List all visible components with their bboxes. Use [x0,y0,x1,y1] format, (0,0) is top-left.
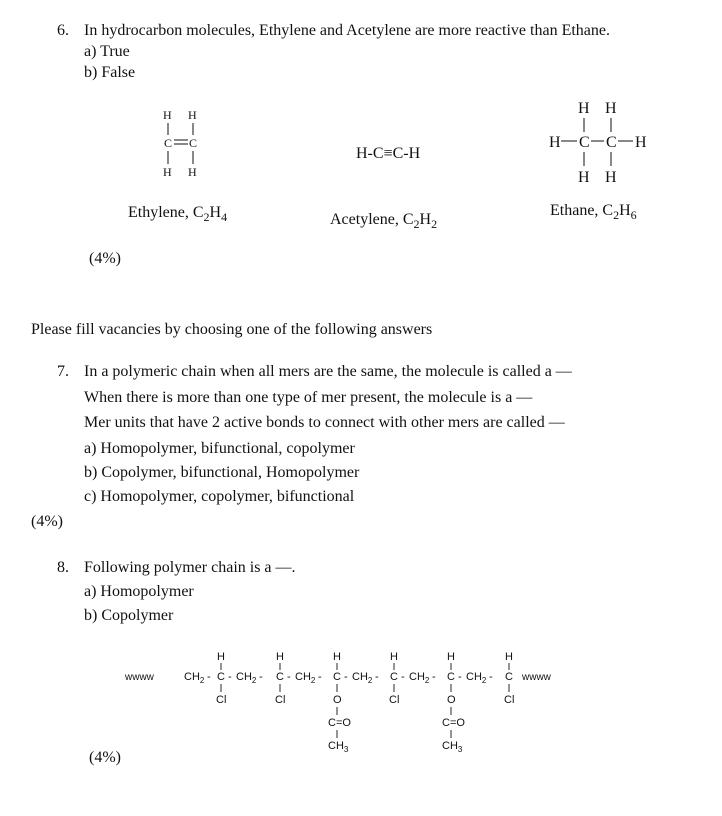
ethane-atom-h: H [635,134,647,151]
q6-marks: (4%) [89,250,121,267]
chlorine-atom: Cl [275,694,286,706]
acetylene-label: Acetylene, $C_2H_2$ [330,211,438,231]
carbon-atom: C [447,671,455,683]
ethane-atom-h: H [549,134,561,151]
q6-option-a[interactable]: a) True [84,43,130,60]
ethylene-atom-c: C [189,136,198,150]
ethane-atom-c: C [579,134,590,151]
carbon-atom: C [217,671,225,683]
methyl-group: $CH_3$ [328,740,349,754]
q7-option-a[interactable]: a) Homopolymer, bifunctional, copolymer [84,440,355,457]
ethylene-atom-h: H [163,165,172,179]
ethane-label: Ethane, $C_2H_6$ [550,202,637,222]
oxygen-atom: O [333,694,342,706]
bond-dash: - [318,671,322,683]
carbon-atom: C [333,671,341,683]
carbon-atom: C [390,671,398,683]
ch2-group: $CH_2$ [236,671,257,685]
hydrogen-atom: H [333,651,341,663]
bond-dash: - [207,671,211,683]
q7-line-1: In a polymeric chain when all mers are the same, the molecule is called a — [84,363,572,380]
q6-option-b[interactable]: b) False [84,64,136,81]
q7-line-3: Mer units that have 2 active bonds to connect with other mers are called — [84,414,565,431]
q6-number: 6. [57,22,69,39]
methyl-group: $CH_3$ [442,740,463,754]
ch2-group: $CH_2$ [352,671,373,685]
q8-option-a[interactable]: a) Homopolymer [84,583,194,600]
carbonyl-group: C=O [442,717,465,729]
hydrogen-atom: H [276,651,284,663]
ethane-atom-h: H [578,169,590,186]
q8-number: 8. [57,559,69,576]
chlorine-atom: Cl [216,694,227,706]
q8-option-b[interactable]: b) Copolymer [84,607,174,624]
hydrogen-atom: H [447,651,455,663]
ch2-group: $CH_2$ [295,671,316,685]
ethane-atom-h: H [605,100,617,117]
q8-marks: (4%) [89,749,121,766]
bond-dash: - [432,671,436,683]
ethylene-atom-c: C [164,136,173,150]
ethylene-atom-h: H [163,108,172,122]
carbonyl-group: C=O [328,717,351,729]
fill-instruction: Please fill vacancies by choosing one of the following answers [31,321,433,338]
q7-number: 7. [57,363,69,380]
ethylene-atom-h: H [188,108,197,122]
polymer-chain-structure [122,645,592,755]
bond-dash: - [259,671,263,683]
hydrogen-atom: H [217,651,225,663]
hydrogen-atom: H [505,651,513,663]
carbon-atom: C [505,671,513,683]
ch2-group: $CH_2$ [466,671,487,685]
ch2-group: $CH_2$ [409,671,430,685]
q7-option-b[interactable]: b) Copolymer, bifunctional, Homopolymer [84,464,360,481]
ethane-atom-h: H [605,169,617,186]
oxygen-atom: O [447,694,456,706]
ethylene-atom-h: H [188,165,197,179]
hydrogen-atom: H [390,651,398,663]
ethane-structure [546,96,656,186]
ethylene-structure [150,103,210,183]
bond-dash: - [344,671,348,683]
bond-dash: - [228,671,232,683]
q8-question: Following polymer chain is a —. [84,559,296,576]
bond-dash: - [489,671,493,683]
chain-end-wave: wwww [125,672,154,683]
chlorine-atom: Cl [389,694,400,706]
carbon-atom: C [276,671,284,683]
chlorine-atom: Cl [504,694,515,706]
q7-line-2: When there is more than one type of mer present, the molecule is a — [84,389,533,406]
ch2-group: $CH_2$ [184,671,205,685]
bond-dash: - [375,671,379,683]
bond-dash: - [401,671,405,683]
bond-dash: - [458,671,462,683]
q7-option-c[interactable]: c) Homopolymer, copolymer, bifunctional [84,488,355,505]
bond-dash: - [287,671,291,683]
q6-question: In hydrocarbon molecules, Ethylene and Acetylene are more reactive than Ethane. [84,22,610,39]
q7-marks: (4%) [31,513,63,530]
acetylene-formula: H-C≡C-H [356,145,421,162]
ethylene-label: Ethylene, $C_2H_4$ [128,204,228,224]
chain-end-wave: wwww [522,672,551,683]
ethane-atom-c: C [606,134,617,151]
ethane-atom-h: H [578,100,590,117]
